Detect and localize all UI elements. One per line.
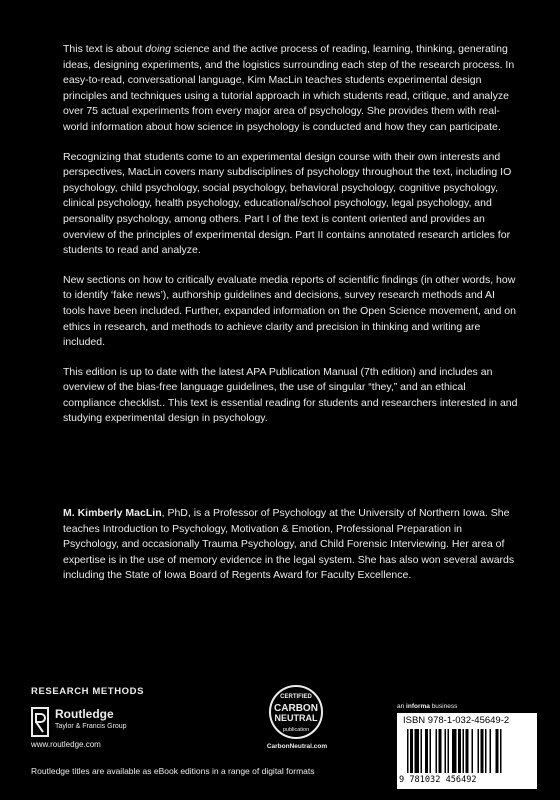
informa-suffix: business: [429, 703, 458, 710]
isbn-block: [397, 703, 537, 789]
carbon-neutral-badge: [255, 684, 339, 756]
author-bio: [63, 506, 518, 584]
publisher-url[interactable]: www.routledge.com: [31, 740, 101, 749]
routledge-logo-icon: [31, 707, 51, 737]
blurb-paragraph-3: New sections on how to critically evaluate media reports of scientific findings (in other words, how to identify ‘fake news’), authorship guidelines and decisions, survey research methods and AI tools have been included. Further, expanded information on the Open Science movement, and on ethics in research, and methods to achieve clarity and precision in thinking and writing are included.: [63, 273, 516, 349]
informa-line: [397, 703, 457, 710]
isbn-label: ISBN 978-1-032-45649-2: [403, 715, 510, 726]
blurb-p1-emphasis: doing: [145, 43, 171, 55]
barcode-panel: [397, 713, 537, 789]
informa-prefix: an: [397, 703, 407, 710]
carbon-word: CARBON: [274, 703, 318, 714]
barcode-digits: 9 781032 456492: [399, 775, 477, 785]
back-cover-blurb: [63, 42, 518, 441]
barcode-icon: [407, 729, 531, 773]
author-bio-text: , PhD, is a Professor of Psychology at the University of Northern Iowa. She teaches Introduction to Psychology, Motivation & Emotion, Professional Preparation in Psychology, and occasionally Trauma Psychology, and Child Forensic Interviewing. Her area of expertise is in the use of memory evidence in the legal system. She has also won several awards including the State of Iowa Board of Regents Award for Faculty Excellence.: [63, 507, 515, 582]
publisher-name: Routledge: [55, 707, 114, 721]
carbon-neutral-url[interactable]: CarbonNeutral.com: [266, 743, 328, 750]
informa-brand: informa: [406, 703, 430, 710]
carbon-publication-text: publication: [282, 727, 310, 733]
publisher-block: [31, 705, 211, 750]
publisher-group: Taylor & Francis Group: [55, 723, 127, 730]
author-name: M. Kimberly MacLin: [63, 507, 162, 519]
blurb-paragraph-4: This edition is up to date with the latest APA Publication Manual (7th edition) and includes an overview of the bias-free language guidelines, the use of singular “they,” and an ethical compliance checklist.. This text is essential reading for students and researchers interested in and studying experimental design in psychology.: [63, 365, 518, 425]
series-label: RESEARCH METHODS: [31, 686, 145, 697]
ebook-note: Routledge titles are available as eBook editions in a range of digital formats: [31, 766, 315, 776]
blurb-p1-rest: science and the active process of reading, learning, thinking, generating ideas, designing experiments, and the logistics surrounding each step of the research process. In easy-to-read, conversational language, Kim MacLin teaches students experimental design principles and techniques using a tutorial approach in which students read, critique, and analyze over 75 actual experiments from every major area of psychology. She provides them with real-world information about how science in psychology is conducted and how they can participate.: [63, 43, 515, 133]
blurb-paragraph-1: [63, 42, 518, 136]
blurb-p1-start: This text is about: [63, 43, 146, 55]
neutral-word: NEUTRAL: [274, 713, 318, 723]
carbon-certified-text: CERTIFIED: [280, 694, 312, 700]
carbon-neutral-seal-icon: [265, 684, 327, 740]
blurb-paragraph-2: Recognizing that students come to an experimental design course with their own interests and perspectives, MacLin covers many subdisciplines of psychology throughout the text, including IO psychology, child psychology, social psychology, behavioral psychology, cognitive psychology, clinical psychology, health psychology, educational/school psychology, legal psychology, and personality psychology, among others. Part I of the text is content oriented and provides an overview of the principles of experimental design. Part II contains annotated research articles for students to read and analyze.: [63, 150, 512, 257]
